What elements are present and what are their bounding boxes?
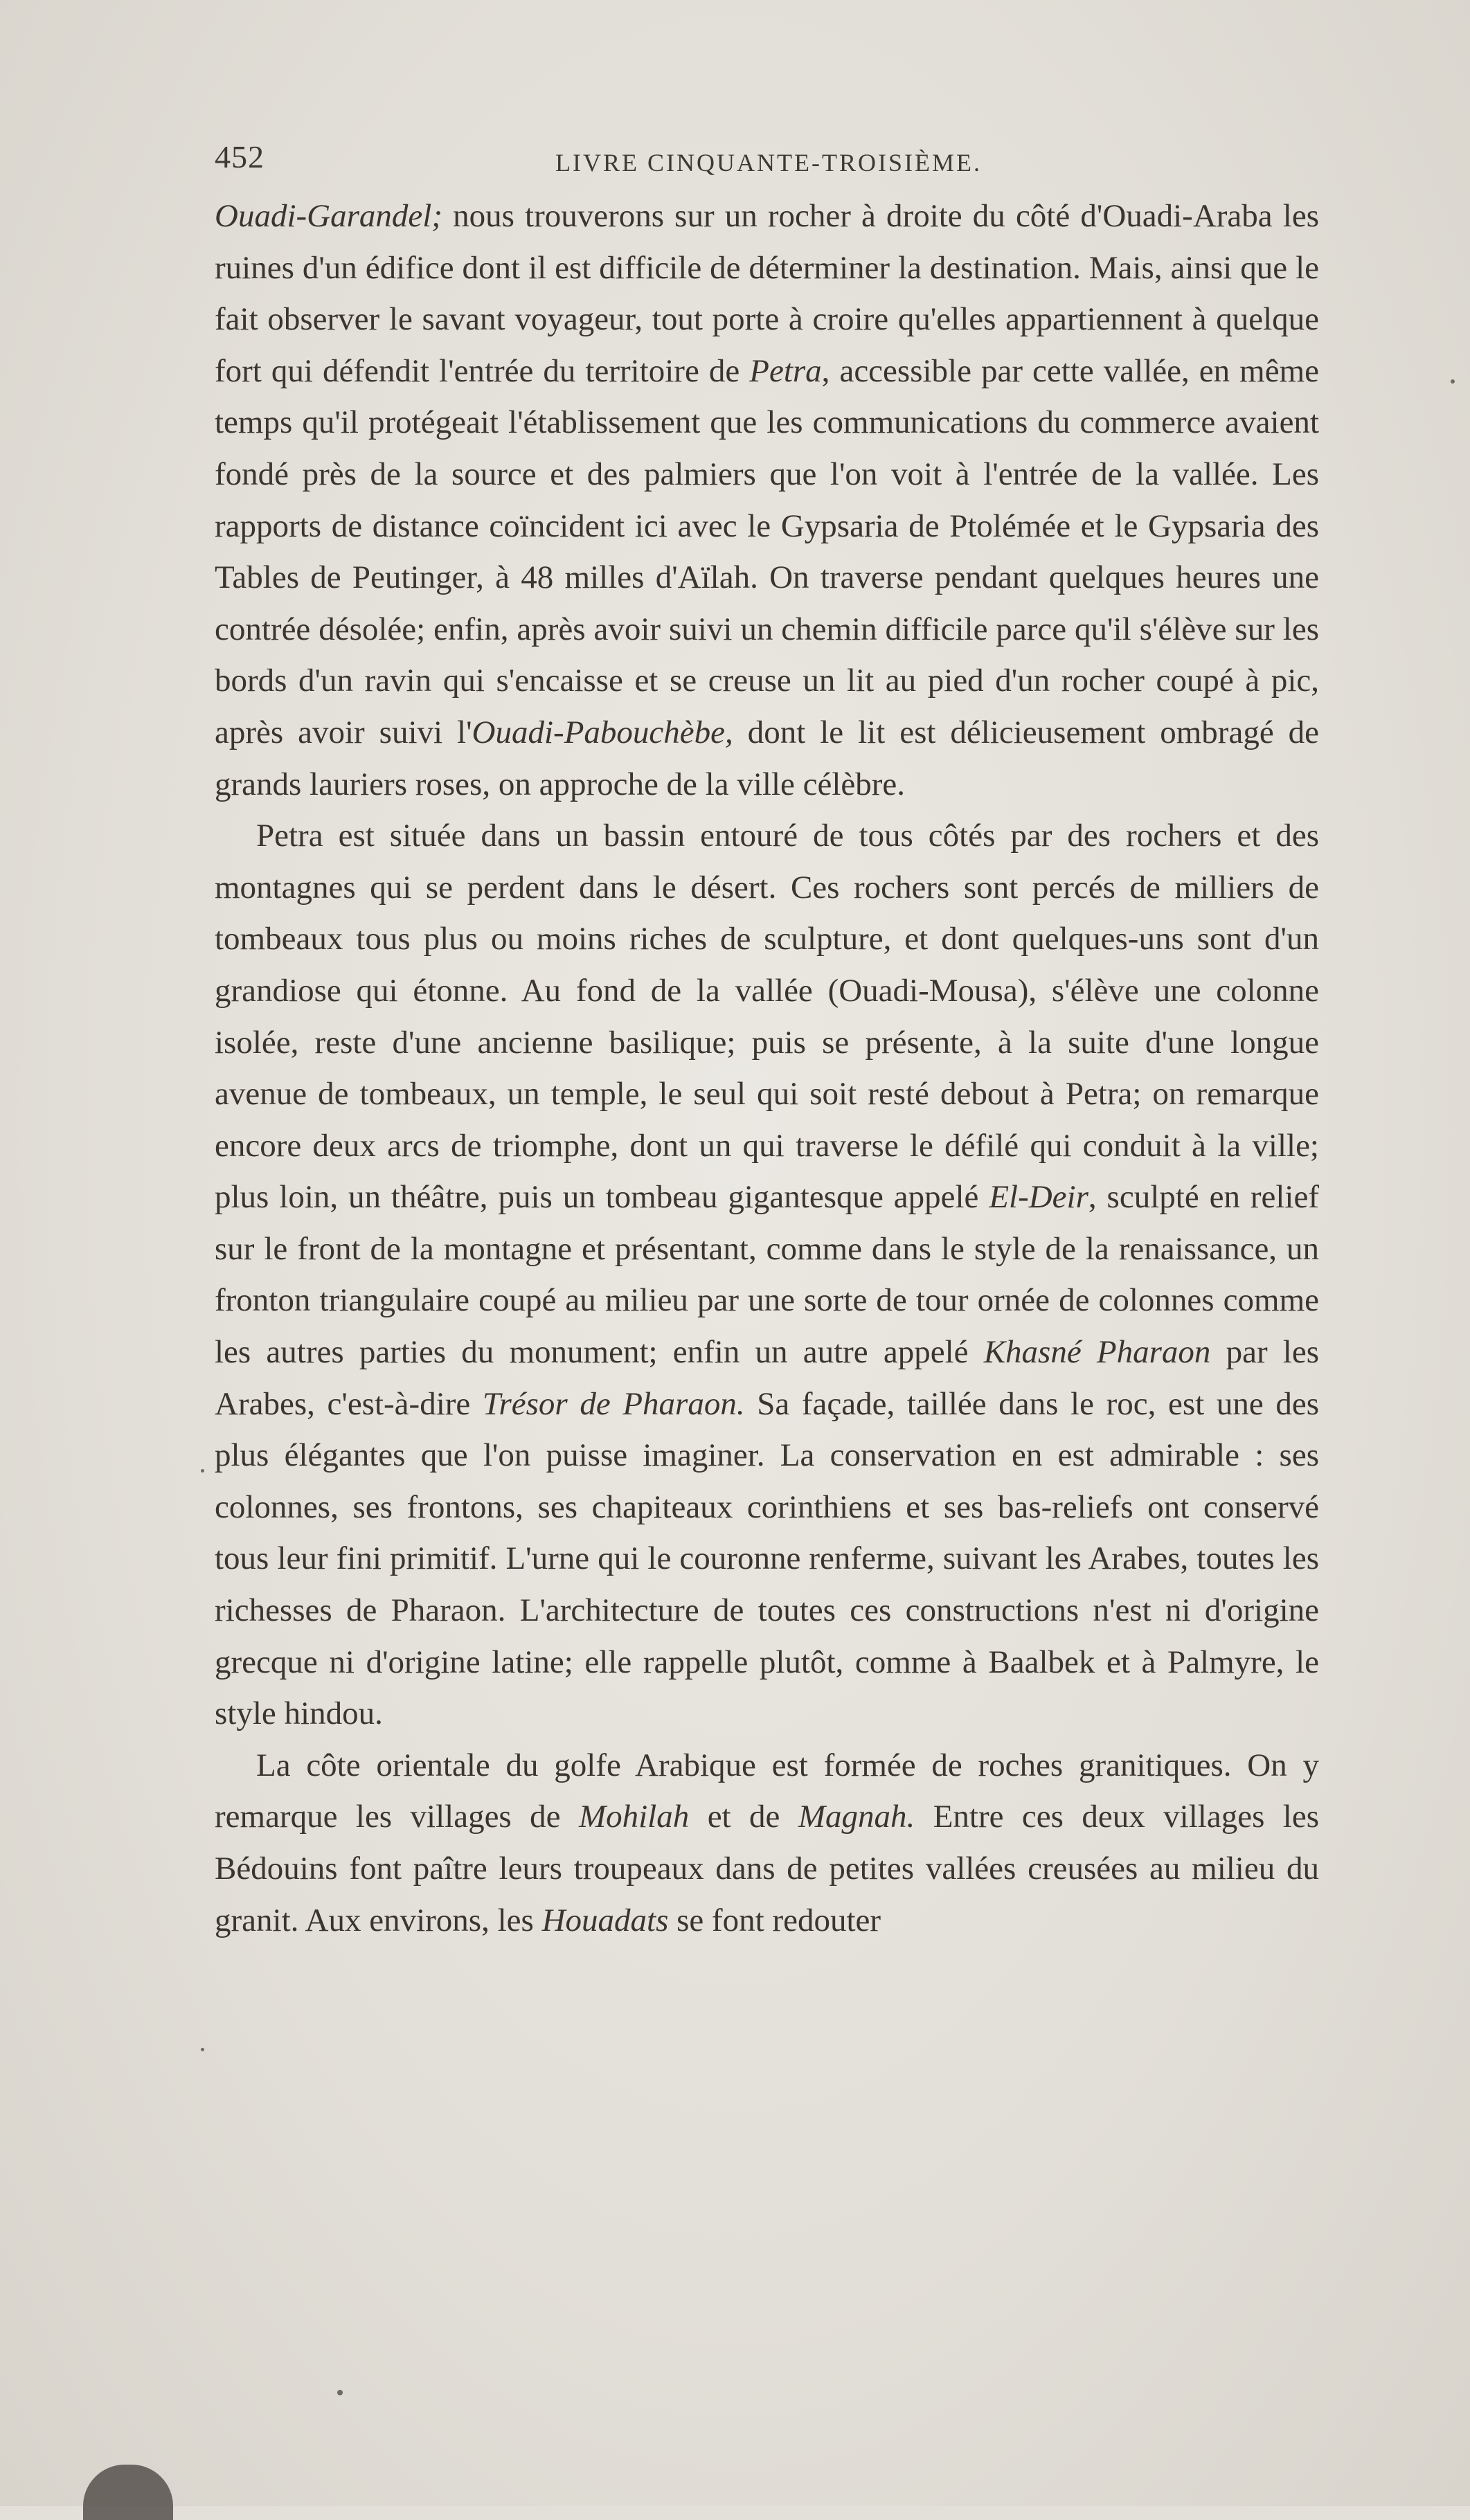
- print-speck: [337, 2390, 343, 2395]
- print-speck: [201, 2048, 204, 2051]
- italic-text-segment: Magnah.: [798, 1799, 915, 1835]
- italic-text-segment: Houadats: [541, 1902, 669, 1938]
- italic-text-segment: Ouadi-Pabouchèbe,: [472, 714, 733, 750]
- text-segment: , accessible par cette vallée, en même temps qu'il protégeait l'établissement que les communications du commerce avaient fondé près de la source et des palmiers que l'on voit à l'entrée de la vallée. Les rapports de distance coïncident ici avec le Gypsaria de Ptolémée et le Gypsaria des Tables de Peutinger, à 48 milles d'Aïlah. On traverse pendant quelques heures une contrée désolée; enfin, après avoir suivi un chemin difficile parce qu'il s'élève sur les bords d'un ravin qui s'encaisse et se creuse un lit au pied d'un rocher coupé à pic, après avoir suivi l': [215, 352, 1319, 750]
- paragraph-3: [215, 1740, 1319, 1946]
- running-head: LIVRE CINQUANTE-TROISIÈME.: [555, 149, 982, 177]
- text-segment: dont le lit est délicieusement ombragé de grands lauriers roses, on approche de la ville célèbre.: [215, 714, 1319, 802]
- scan-shadow: [83, 2465, 173, 2520]
- italic-text-segment: Khasné Pharaon: [983, 1334, 1211, 1371]
- paragraph-1: [215, 190, 1319, 810]
- paragraph-2: [215, 810, 1319, 1740]
- page-header: [215, 138, 1323, 187]
- print-speck: [1451, 379, 1455, 384]
- text-segment: Petra est située dans un bassin entouré de tous côtés par des rochers et des montagnes qui se perdent dans le désert. Ces rochers sont percés de milliers de tombeaux tous plus ou moins riches de sculpture, et dont quelques-uns sont d'un grandiose qui étonne. Au fond de la vallée (Ouadi-Mousa), s'élève une colonne isolée, reste d'une ancienne basilique; puis se présente, à la suite d'une longue avenue de tombeaux, un temple, le seul qui soit resté debout à Petra; on remarque encore deux arcs de triomphe, dont un qui traverse le défilé qui conduit à la ville; plus loin, un théâtre, puis un tombeau gigantesque appelé: [215, 818, 1319, 1216]
- text-segment: , sculpté en relief sur le front de la montagne et présentant, comme dans le style de la renaissance, un fronton triangulaire coupé au milieu par une sorte de tour ornée de colonnes comme les autres parties du monument; enfin un autre appelé: [215, 1179, 1319, 1371]
- text-segment: La côte orientale du golfe Arabique est formée de roches granitiques. On y remarque les villages de: [215, 1747, 1319, 1835]
- italic-text-segment: Petra: [749, 352, 822, 389]
- italic-text-segment: Ouadi-Garandel;: [215, 198, 442, 234]
- italic-text-segment: Trésor de Pharaon.: [482, 1385, 745, 1422]
- text-segment: et de: [689, 1799, 798, 1835]
- text-segment: Entre ces deux villages les Bédouins font paître leurs troupeaux dans de petites vallées creusées au milieu du granit. Aux environs, les: [215, 1799, 1320, 1938]
- text-segment: Sa façade, taillée dans le roc, est une des plus élégantes que l'on puisse imaginer. La conservation en est admirable : ses colonnes, ses frontons, ses chapiteaux corinthiens et ses bas-reliefs ont conservé tous leur fini primitif. L'urne qui le couronne renferme, suivant les Arabes, toutes les richesses de Pharaon. L'architecture de toutes ces constructions n'est ni d'origine grecque ni d'origine latine; elle rappelle plutôt, comme à Baalbek et à Palmyre, le style hindou.: [215, 1385, 1320, 1732]
- body-text: [215, 190, 1319, 1946]
- italic-text-segment: El-Deir: [989, 1179, 1088, 1216]
- text-segment: par les Arabes, c'est-à-dire: [215, 1334, 1319, 1422]
- text-segment: nous trouverons sur un rocher à droite du côté d'Ouadi-Araba les ruines d'un édifice dont il est difficile de déterminer la destination. Mais, ainsi que le fait observer le savant voyageur, tout porte à croire qu'elles appartiennent à quelque fort qui défendit l'entrée du territoire de: [215, 198, 1319, 389]
- print-speck: [201, 1469, 204, 1473]
- text-segment: se font redouter: [668, 1902, 881, 1938]
- page-number: 452: [215, 139, 265, 174]
- italic-text-segment: Mohilah: [578, 1799, 690, 1835]
